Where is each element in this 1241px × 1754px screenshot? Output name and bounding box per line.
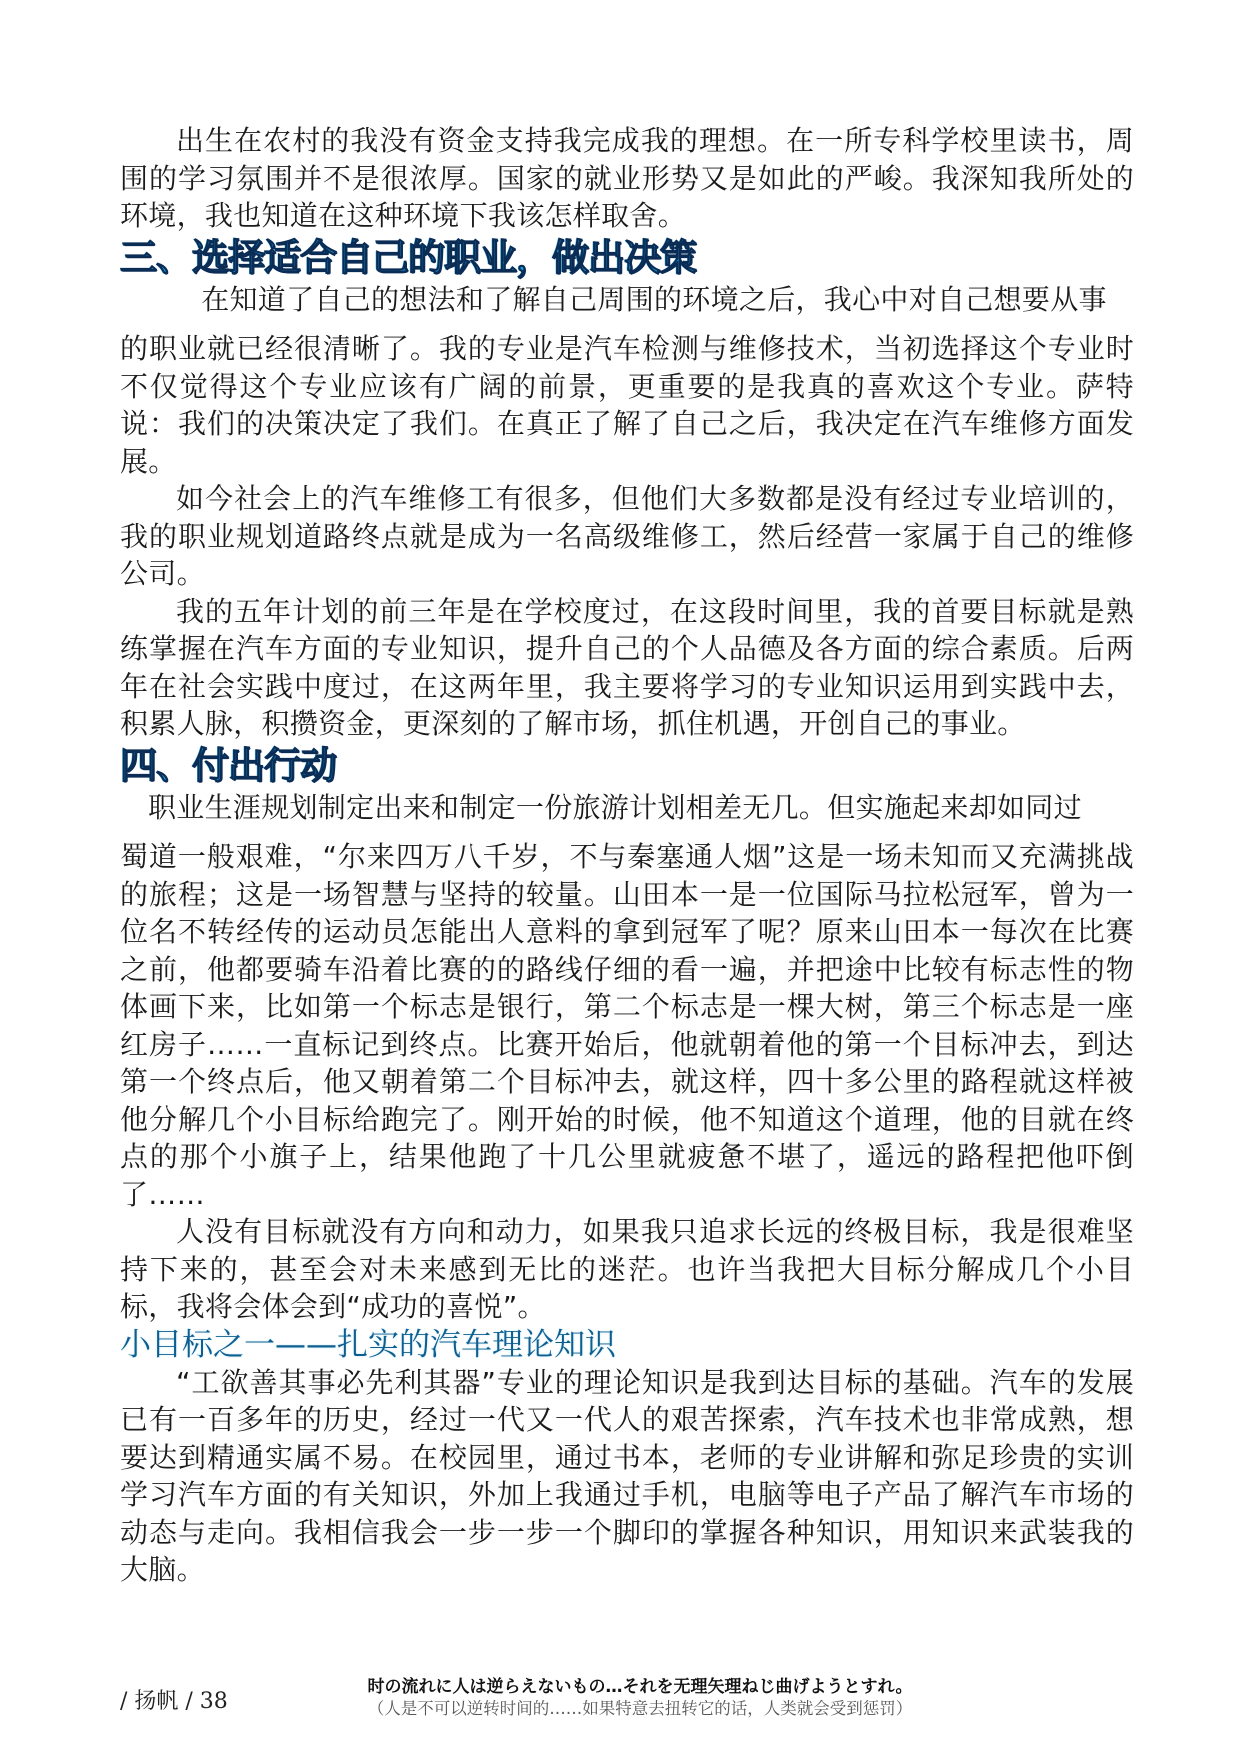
section-heading-3: 三、选择适合自己的职业，做出决策 — [120, 235, 696, 279]
page-number: / 扬帆 / 38 — [120, 1689, 228, 1714]
page-body — [120, 122, 1134, 1589]
paragraph-action-first-line: 职业生涯规划制定出来和制定一份旅游计划相差无几。但实施起来却如同过 — [148, 790, 1082, 824]
subheading-goal-1: 小目标之一——扎实的汽车理论知识 — [120, 1326, 616, 1363]
paragraph-theory-knowledge: “工欲善其事必先利其器”专业的理论知识是我到达目标的基础。汽车的发展已有一百多年的历史，经过一代又一代人的艰苦探索，汽车技术也非常成熟，想要达到精通实属不易。在校园里，通过书本，老师的专业讲解和弥足珍贵的实训学习汽车方面的有关知识，外加上我通过手机，电脑等电子产品了解汽车市场的动态与走向。我相信我会一步一步一个脚印的掌握各种知识，用知识来武装我的大脑。 — [120, 1365, 1134, 1586]
paragraph-decision-first-line: 在知道了自己的想法和了解自己周围的环境之后，我心中对自己想要从事 — [201, 282, 1107, 316]
footer-quote — [320, 1676, 960, 1720]
paragraph-five-year-plan: 我的五年计划的前三年是在学校度过，在这段时间里，我的首要目标就是熟练掌握在汽车方面的专业知识，提升自己的个人品德及各方面的综合素质。后两年在社会实践中度过，在这两年里，我主要将学习的专业知识运用到实践中去，积累人脉，积攒资金，更深刻的了解市场，抓住机遇，开创自己的事业。 — [120, 594, 1134, 740]
footer-quote-japanese: 时の流れに人は逆らえないもの…それを无理矢理ねじ曲げようとすれ。 — [367, 1677, 913, 1697]
paragraph-small-goals: 人没有目标就没有方向和动力，如果我只追求长远的终极目标，我是很难坚持下来的，甚至会对未来感到无比的迷茫。也许当我把大目标分解成几个小目标，我将会体会到“成功的喜悦”。 — [120, 1215, 1134, 1323]
paragraph-action: 蜀道一般艰难，“尔来四万八千岁，不与秦塞通人烟”这是一场未知而又充满挑战的旅程；这是一场智慧与坚持的较量。山田本一是一位国际马拉松冠军，曾为一位名不转经传的运动员怎能出人意料的拿到冠军了呢？原来山田本一每次在比赛之前，他都要骑车沿着比赛的的路线仔细的看一遍，并把途中比较有标志性的物体画下来，比如第一个标志是银行，第二个标志是一棵大树，第三个标志是一座红房子……一直标记到终点。比赛开始后，他就朝着他的第一个目标冲去，到达第一个终点后，他又朝着第二个目标冲去，就这样，四十多公里的路程就这样被他分解几个小目标给跑完了。刚开始的时候，他不知道这个道理，他的目就在终点的那个小旗子上，结果他跑了十几公里就疲惫不堪了，遥远的路程把他吓倒了…… — [120, 840, 1134, 1211]
footer-quote-chinese: （人是不可以逆转时间的……如果特意去扭转它的话，人类就会受到惩罚） — [367, 1699, 913, 1718]
paragraph-decision: 的职业就已经很清晰了。我的专业是汽车检测与维修技术，当初选择这个专业时不仅觉得这个专业应该有广阔的前景，更重要的是我真的喜欢这个专业。萨特说：我们的决策决定了我们。在真正了解了自己之后，我决定在汽车维修方面发展。 — [120, 332, 1134, 478]
paragraph-background: 出生在农村的我没有资金支持我完成我的理想。在一所专科学校里读书，周围的学习氛围并不是很浓厚。国家的就业形势又是如此的严峻。我深知我所处的环境，我也知道在这种环境下我该怎样取舍。 — [120, 124, 1134, 232]
section-heading-4: 四、付出行动 — [120, 743, 336, 787]
paragraph-goal: 如今社会上的汽车维修工有很多，但他们大多数都是没有经过专业培训的，我的职业规划道路终点就是成为一名高级维修工，然后经营一家属于自己的维修公司。 — [120, 482, 1134, 590]
